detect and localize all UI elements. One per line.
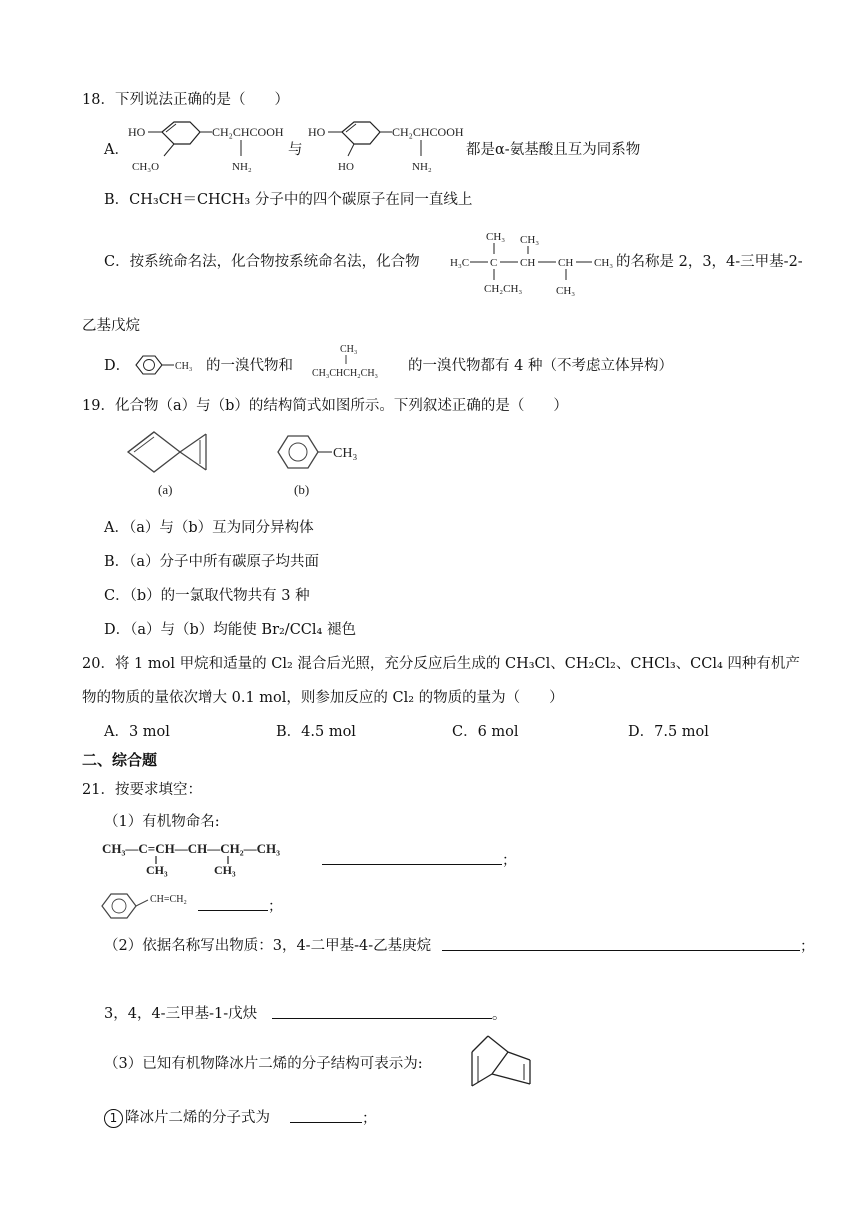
q20-stem-1: 20．将 1 mol 甲烷和适量的 Cl₂ 混合后光照，充分反应后生成的 CH₃Cl、CH₂Cl₂、CHCl₃、CCl₄ 四种有机产	[82, 656, 800, 672]
q21-answer-5-line[interactable]: ；	[290, 1108, 377, 1129]
q20-option-b: B．4.5 mol	[276, 724, 356, 740]
svg-text:H₃C: H₃C	[450, 257, 470, 269]
q21-part3-1: 1 降冰片二烯的分子式为	[104, 1108, 270, 1128]
q21-part2b: 3，4，4-三甲基-1-戊炔	[104, 1006, 258, 1022]
q19-option-c: C．（b）的一氯取代物共有 3 种	[104, 588, 310, 604]
q21-answer-3-line[interactable]: ；	[442, 936, 815, 957]
q20-option-c: C．6 mol	[452, 724, 519, 740]
q21-answer-2-line[interactable]: ；	[198, 896, 283, 917]
svg-text:HO: HO	[338, 161, 354, 173]
q21-stem: 21．按要求填空：	[82, 782, 202, 798]
q18-option-c-cont: 乙基戊烷	[82, 318, 140, 334]
svg-text:CH=CH₂: CH=CH₂	[150, 894, 187, 905]
svg-text:CH₃CHCH₂CH₃: CH₃CHCH₂CH₃	[312, 368, 379, 379]
q18-option-d-end: 的一溴代物都有 4 种（不考虑立体异构）	[408, 358, 673, 374]
q21-part3: （3）已知有机物降冰片二烯的分子结构可表示为:	[104, 1056, 423, 1072]
q21-structure-norbornadiene	[468, 1034, 544, 1096]
svg-text:HO: HO	[128, 125, 146, 139]
svg-text:(b): (b)	[294, 482, 310, 497]
q18-option-d-label: D．	[104, 358, 131, 374]
q18-structure-a2	[308, 112, 468, 182]
answer-blank[interactable]	[272, 1004, 492, 1019]
q19-option-d: D．（a）与（b）均能使 Br₂/CCl₄ 褪色	[104, 622, 356, 638]
q21-part1: （1）有机物命名:	[104, 814, 220, 830]
svg-text:CH₃: CH₃	[556, 285, 576, 297]
svg-text:CH₃—C=CH—CH—CH₂—CH₃: CH₃—C=CH—CH—CH₂—CH₃	[102, 841, 280, 856]
svg-text:CH₃: CH₃	[333, 446, 358, 461]
q19-structure-a	[126, 430, 226, 502]
svg-text:CH₃: CH₃	[594, 257, 614, 269]
svg-text:C: C	[490, 257, 498, 269]
q19-option-b: B．（a）分子中所有碳原子均共面	[104, 554, 320, 570]
svg-text:CH₃: CH₃	[340, 344, 358, 355]
answer-blank[interactable]	[198, 896, 268, 911]
svg-text:NH₂: NH₂	[412, 161, 432, 173]
svg-text:CH₃: CH₃	[146, 863, 168, 877]
q18-option-c-end: 的名称是 2，3，4-三甲基-2-	[616, 254, 803, 270]
svg-text:CH₃: CH₃	[214, 863, 236, 877]
q18-structure-d1	[134, 352, 204, 378]
q21-part2: （2）依据名称写出物质：3，4-二甲基-4-乙基庚烷	[104, 938, 432, 954]
q18-option-a-mid: 与	[288, 142, 303, 158]
svg-text:CH₃: CH₃	[520, 234, 540, 246]
q19-structure-b	[276, 430, 386, 502]
q18-option-c-start: C．按系统命名法，化合物按系统命名法，化合物	[104, 254, 420, 270]
answer-blank[interactable]	[290, 1108, 362, 1123]
q18-stem: 18．下列说法正确的是（ ）	[82, 92, 289, 108]
q19-option-a: A．（a）与（b）互为同分异构体	[104, 520, 314, 536]
svg-text:CH₃: CH₃	[175, 361, 193, 372]
q18-structure-a1	[128, 112, 288, 182]
svg-text:CH: CH	[520, 257, 536, 269]
section-title: 二、综合题	[82, 751, 158, 769]
svg-text:CH₂CH₃: CH₂CH₃	[484, 283, 523, 295]
svg-text:CH₂CHCOOH: CH₂CHCOOH	[212, 125, 284, 139]
circled-number: 1	[104, 1109, 123, 1128]
answer-blank[interactable]	[442, 936, 800, 951]
svg-text:CH: CH	[558, 257, 574, 269]
svg-text:CH₃O: CH₃O	[132, 161, 160, 173]
svg-text:CH₂CHCOOH: CH₂CHCOOH	[392, 125, 464, 139]
q18-option-d-mid: 的一溴代物和	[206, 358, 293, 374]
svg-text:(a): (a)	[158, 482, 173, 497]
answer-blank[interactable]	[322, 850, 502, 865]
q18-structure-c	[450, 226, 620, 298]
q20-option-a: A．3 mol	[104, 724, 170, 740]
svg-text:CH₃: CH₃	[486, 231, 506, 243]
q20-option-d: D．7.5 mol	[628, 724, 709, 740]
q20-stem-2: 物的物质的量依次增大 0.1 mol，则参加反应的 Cl₂ 的物质的量为（ ）	[82, 690, 564, 706]
q21-answer-4-line[interactable]: 。	[272, 1004, 507, 1025]
svg-text:NH₂: NH₂	[232, 161, 252, 173]
q21-structure-1	[102, 838, 332, 878]
q21-answer-1-line[interactable]: ；	[322, 850, 517, 871]
q18-option-b: B．CH₃CH＝CHCH₃ 分子中的四个碳原子在同一直线上	[104, 192, 473, 208]
q18-structure-d2	[312, 338, 408, 382]
q18-option-a-label: A．	[104, 142, 129, 158]
svg-text:HO: HO	[308, 125, 326, 139]
q21-structure-styrene	[100, 888, 200, 924]
q18-option-a-end: 都是α-氨基酸且互为同系物	[466, 142, 641, 158]
q19-stem: 19．化合物（a）与（b）的结构简式如图所示。下列叙述正确的是（ ）	[82, 398, 568, 414]
